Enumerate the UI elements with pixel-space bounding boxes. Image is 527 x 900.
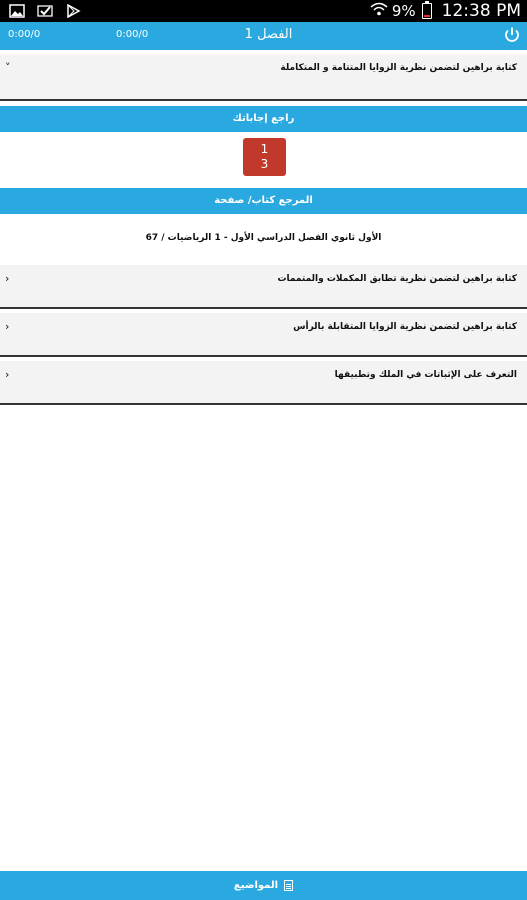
notification-icons — [0, 3, 82, 19]
question-item[interactable] — [0, 55, 527, 101]
reference-text: الأول ثانوي الفصل الدراسي الأول - 1 الرياضيات / 67 — [145, 233, 382, 243]
app-bar — [0, 22, 527, 50]
lesson-item[interactable] — [0, 361, 527, 405]
battery-icon — [422, 3, 432, 19]
answer-badge-top: 1 — [260, 142, 269, 156]
lesson-title: التعرف على الإثباتات في الملك وتطبيقها — [334, 370, 517, 380]
play-store-icon — [64, 3, 82, 19]
topics-button[interactable] — [0, 871, 527, 900]
page-title: الفصل 1 — [244, 27, 293, 42]
battery-percent: 9% — [391, 2, 416, 20]
review-answers-header: راجع إجاباتك — [0, 106, 527, 132]
chevron-right-icon: › — [5, 320, 10, 333]
reference-header: المرجع كتاب/ صفحة — [0, 188, 527, 214]
lesson-item[interactable] — [0, 265, 527, 309]
gallery-icon — [8, 3, 26, 19]
system-icons — [370, 1, 527, 21]
lesson-title: كتابة براهين لتضمن نظرية الزوايا المتقابلة بالرأس — [293, 322, 517, 332]
counter-left: 0:00/0 — [8, 29, 41, 40]
chevron-right-icon: › — [5, 272, 10, 285]
lesson-item[interactable] — [0, 313, 527, 357]
status-bar — [0, 0, 527, 22]
chevron-right-icon: › — [5, 368, 10, 381]
answer-badge[interactable] — [243, 138, 286, 176]
check-icon — [36, 3, 54, 19]
clock: 12:38 PM — [441, 1, 521, 21]
question-text: كتابة براهين لتضمن نظرية الزوايا المتتامة و المتكاملة — [280, 63, 517, 73]
document-icon — [284, 880, 293, 891]
lesson-title: كتابة براهين لتضمن نظرية تطابق المكملات والمتممات — [277, 274, 517, 284]
wifi-icon — [370, 2, 388, 20]
chevron-down-icon: ˅ — [5, 61, 11, 74]
topics-label: المواضيع — [233, 880, 279, 891]
power-icon[interactable] — [503, 26, 521, 44]
counter-middle: 0:00/0 — [116, 29, 149, 40]
answer-badge-bottom: 3 — [260, 157, 269, 171]
